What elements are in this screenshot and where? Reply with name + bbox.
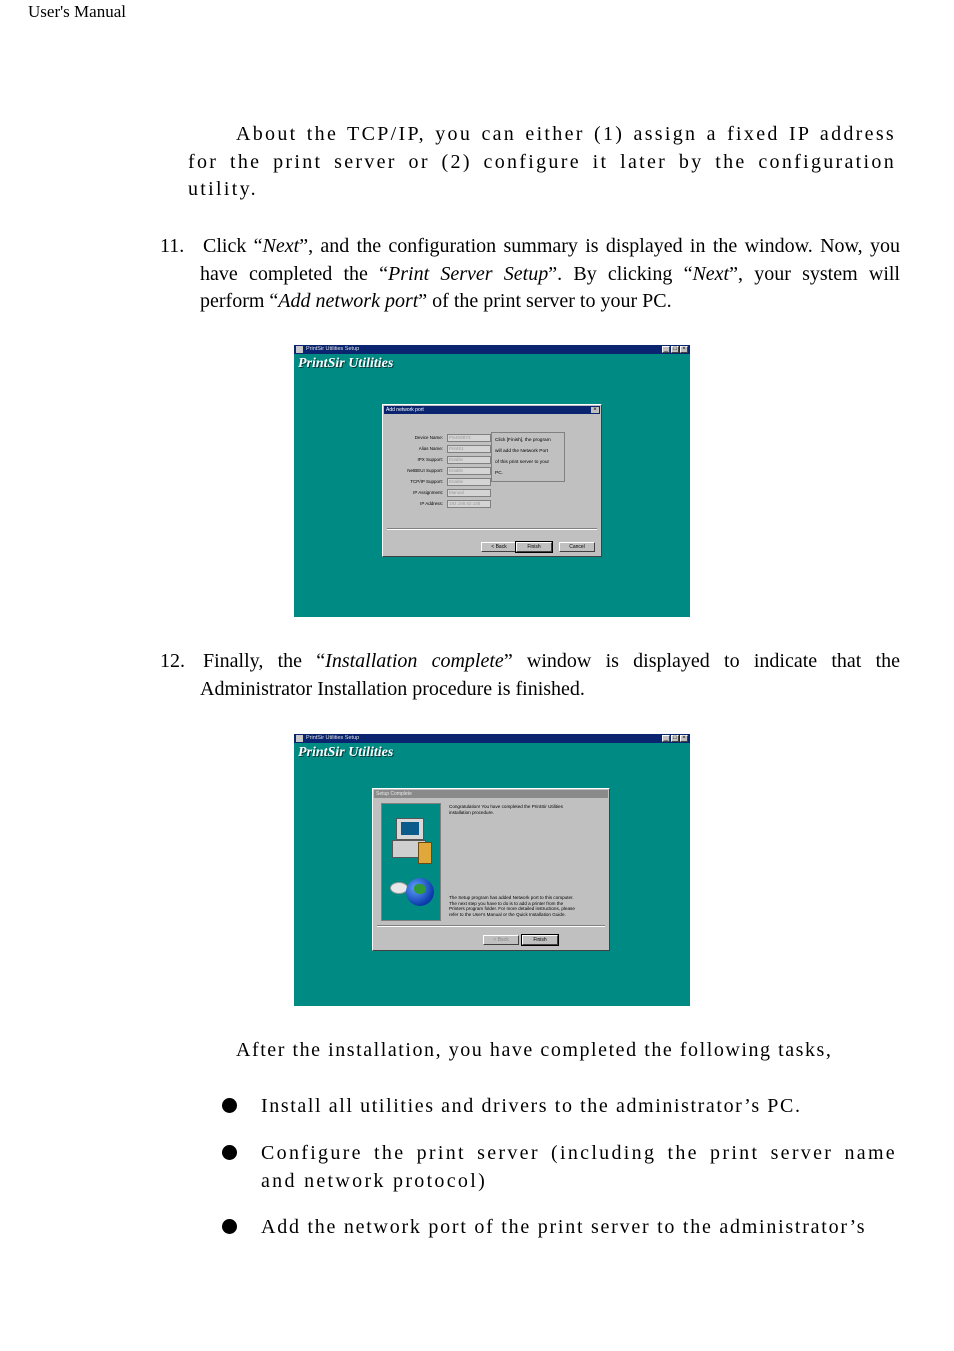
software-box-icon (418, 842, 432, 864)
brand-logo-text: PrintSir Utilities (298, 745, 394, 760)
maximize-icon[interactable]: □ (671, 735, 679, 742)
congratulation-text: Congratulation! You have completed the PrintSir Utilities installation procedure. (449, 804, 563, 815)
brand-logo-text: PrintSir Utilities (298, 356, 394, 371)
running-header: User's Manual (28, 2, 126, 21)
minimize-icon[interactable]: _ (662, 346, 670, 353)
back-button[interactable]: < Back (483, 935, 519, 945)
setup-complete-screenshot (294, 734, 690, 1006)
step-number: 11. (160, 235, 185, 257)
close-icon[interactable]: × (680, 346, 688, 353)
dialog-title: Add network port (384, 406, 600, 414)
tcpip-intro-paragraph: About the TCP/IP, you can either (1) assign a fixed IP address for the print server or (2) configure it later by the configuration utility. (188, 123, 896, 200)
minimize-icon[interactable]: _ (662, 735, 670, 742)
device-name-field: PS450B73 (447, 434, 491, 442)
task-item: Configure the print server (including the print server name and network protocol) (261, 1142, 897, 1192)
globe-icon (406, 878, 434, 906)
app-icon (296, 735, 303, 742)
finish-button[interactable]: Finish (522, 935, 558, 945)
field-row: IPX Support: Enable (389, 455, 489, 465)
field-row: Alias Name: PrintX1 (389, 444, 489, 454)
field-row: Device Name: PS450B73 (389, 433, 489, 443)
netbeui-support-field: Enable (447, 467, 491, 475)
divider (377, 925, 605, 927)
next-steps-text: The Setup program has added Network port to this computer. The next step you have to do is to add a printer from the Printers program folder. For more detailed instructions, please refer to the User's Manual or the Quick Installation Guide. (449, 895, 575, 917)
close-icon[interactable]: × (680, 735, 688, 742)
field-row: NetBEUI Support: Enable (389, 466, 489, 476)
step-11 (160, 233, 900, 316)
cancel-button[interactable]: Cancel (559, 542, 595, 552)
maximize-icon[interactable]: □ (671, 346, 679, 353)
tcpip-support-field: Enable (447, 478, 491, 486)
add-network-port-dialog (382, 404, 602, 557)
finish-button[interactable]: Finish (516, 542, 552, 552)
window-titlebar: PrintSir Utilities Setup _ □ × (294, 734, 690, 743)
step-12 (160, 648, 900, 703)
ip-address-field: 192.168.62.148 (447, 500, 491, 508)
field-row: IP Address: 192.168.62.148 (389, 499, 489, 509)
monitor-icon (396, 818, 424, 840)
task-item: Add the network port of the print server to the administrator’s (261, 1216, 867, 1238)
dialog-close-icon[interactable]: × (591, 407, 599, 413)
step-12-text: Finally, the “Installation complete” window is displayed to indicate that the Administrator Installation procedure is finished. (200, 650, 901, 700)
window-titlebar: PrintSir Utilities Setup _ □ × (294, 345, 690, 354)
divider (387, 528, 597, 530)
setup-illustration (381, 803, 441, 921)
add-network-port-screenshot (294, 345, 690, 617)
dialog-title: Setup Complete (374, 790, 608, 798)
step-11-text: Click “Next”, and the configuration summary is displayed in the window. Now, you have completed the “Print Server Setup”. By clicking “Next”, your system will perform “Add network port” of the print server to your PC. (200, 235, 900, 312)
finish-info-box: Click [Finish], the program will add the Network Port of this print server to your PC. (491, 432, 565, 482)
bullet-icon (222, 1145, 237, 1160)
summary-lead: After the installation, you have completed the following tasks, (236, 1039, 833, 1061)
ipx-support-field: Enable (447, 456, 491, 464)
bullet-icon (222, 1219, 237, 1234)
field-row: IP Assignment: Manual (389, 488, 489, 498)
app-icon (296, 346, 303, 353)
ip-assignment-field: Manual (447, 489, 491, 497)
step-number: 12. (160, 650, 185, 672)
setup-complete-dialog (372, 788, 610, 951)
task-item: Install all utilities and drivers to the administrator’s PC. (261, 1095, 802, 1117)
field-row: TCP/IP Support: Enable (389, 477, 489, 487)
alias-name-field: PrintX1 (447, 445, 491, 453)
bullet-icon (222, 1098, 237, 1113)
back-button[interactable]: < Back (481, 542, 517, 552)
